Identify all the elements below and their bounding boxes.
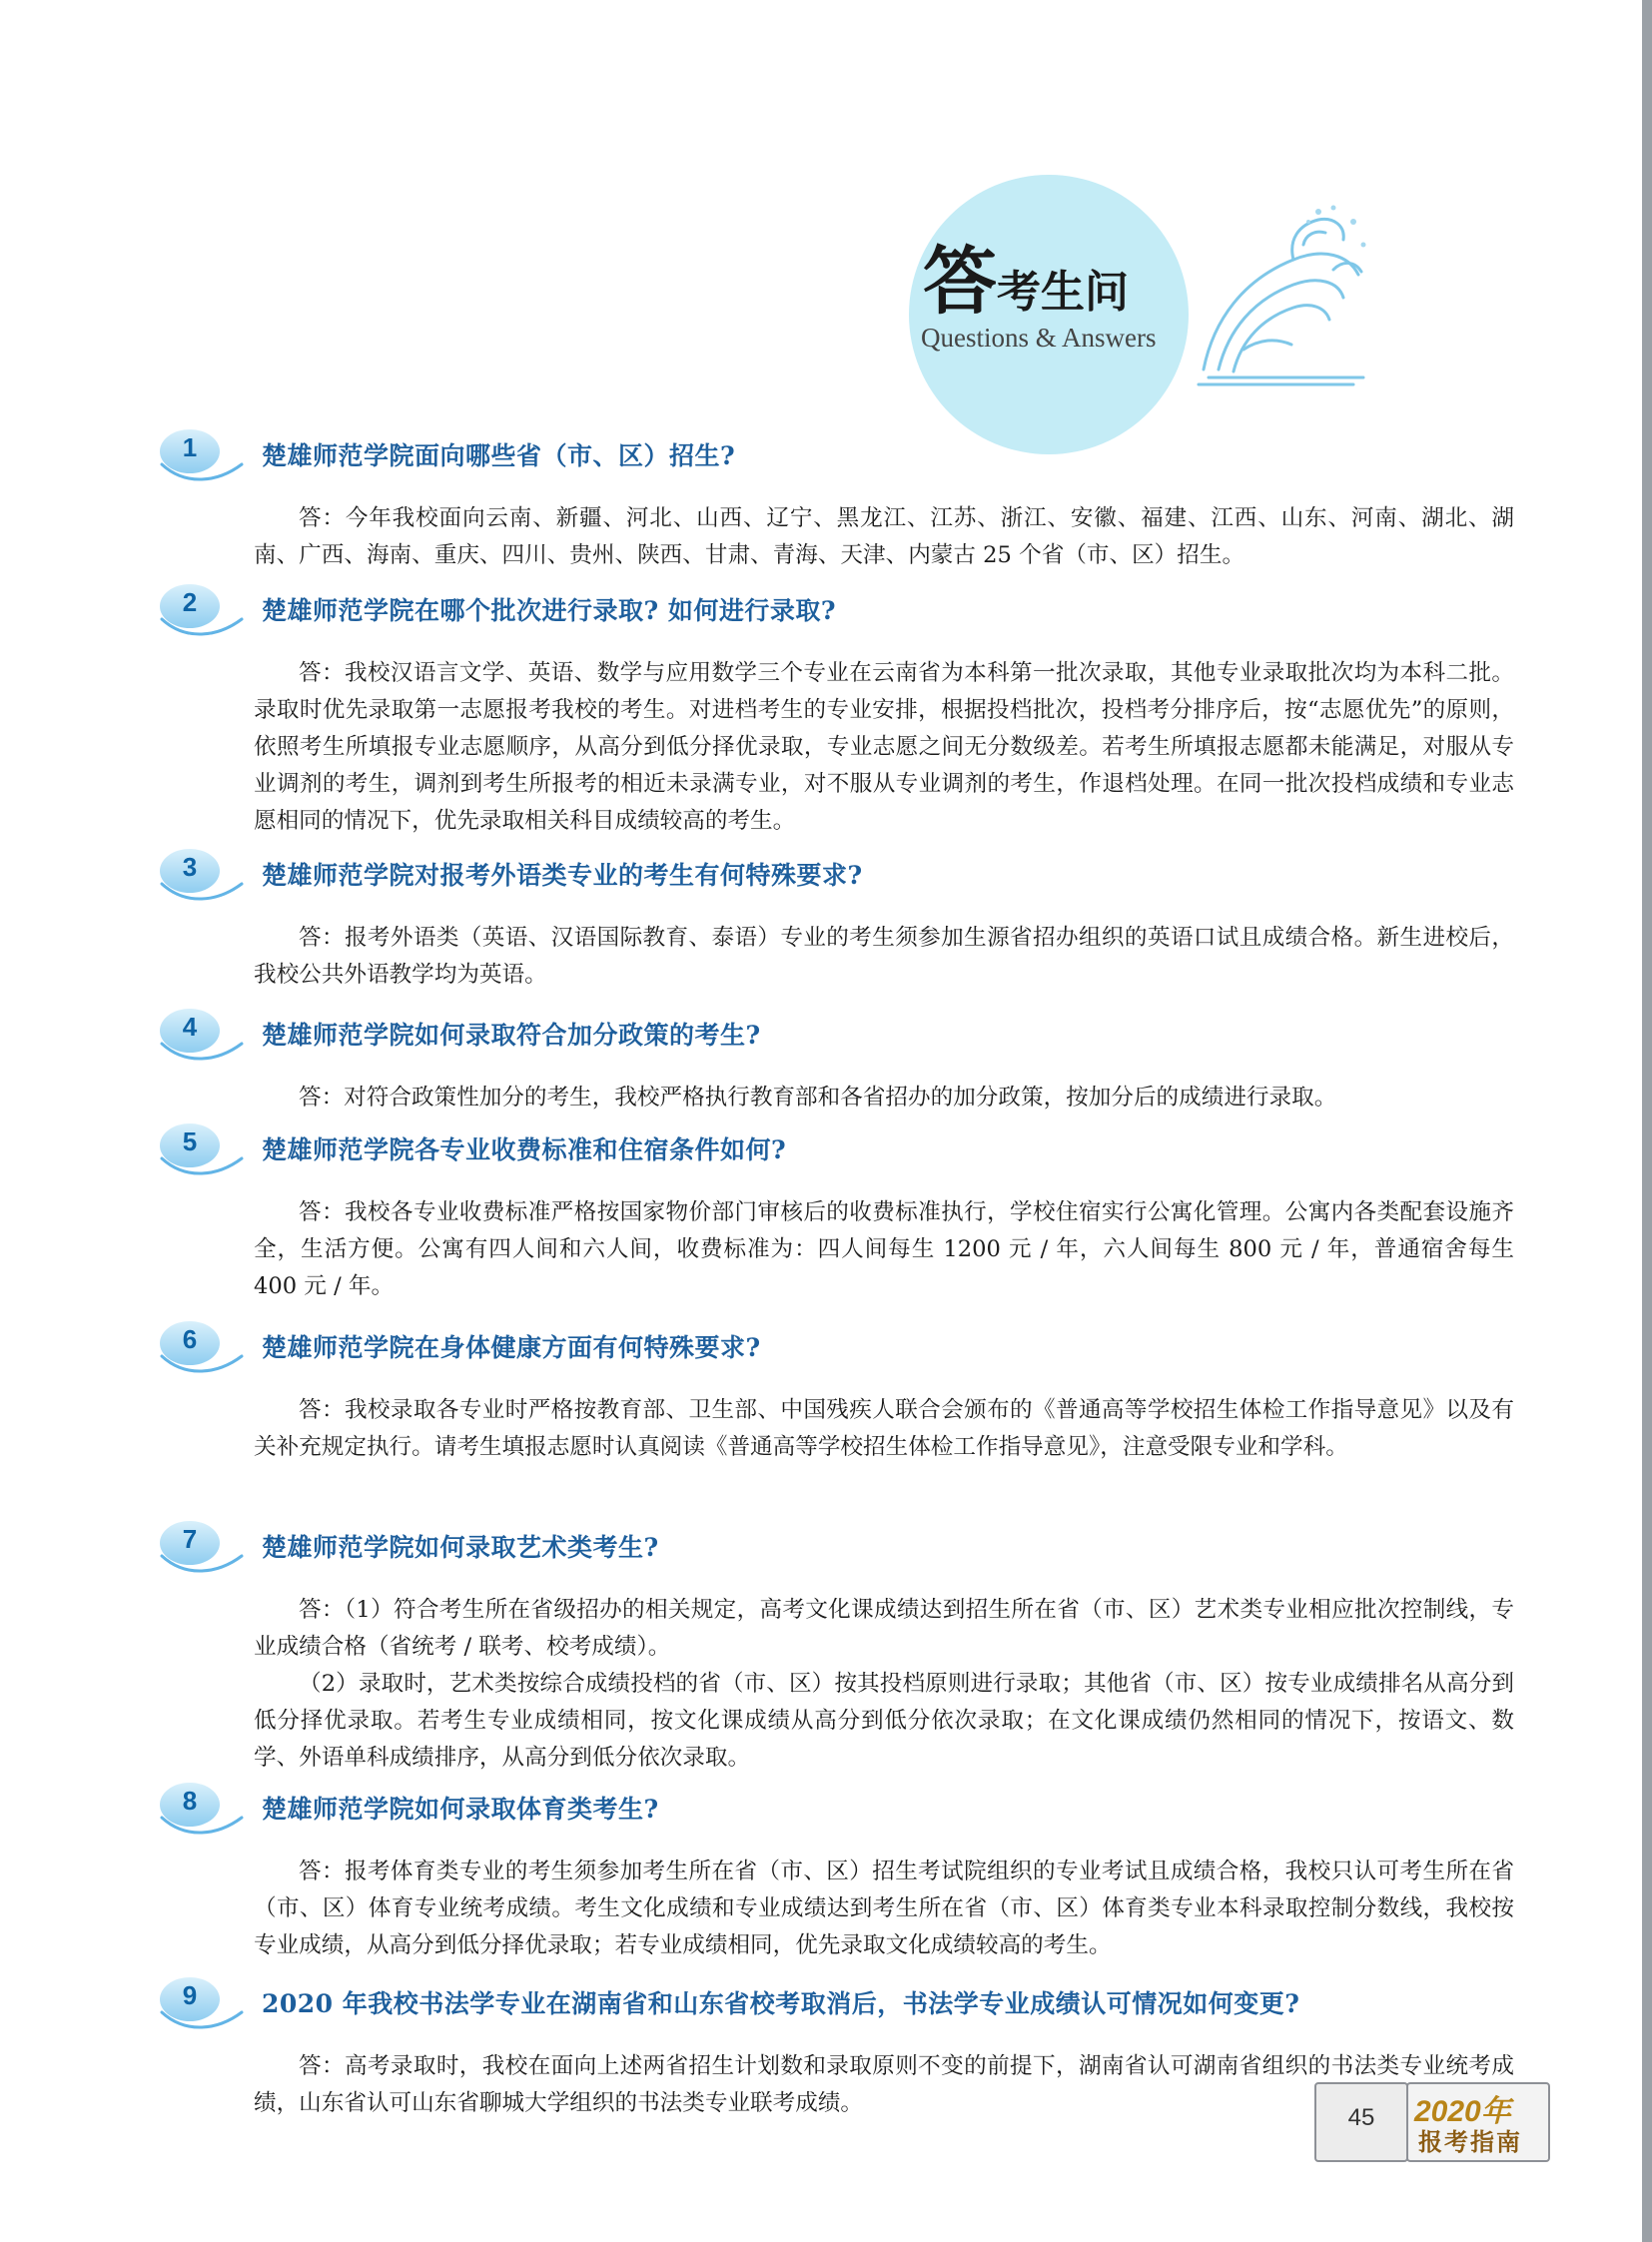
question-number: 2 — [182, 587, 198, 617]
question-text: 楚雄师范学院如何录取符合加分政策的考生? — [262, 1021, 761, 1050]
question-number-badge — [156, 424, 246, 484]
question-row — [0, 579, 1652, 639]
question-row — [0, 844, 1652, 904]
question-text: 楚雄师范学院对报考外语类专业的考生有何特殊要求? — [262, 861, 863, 890]
section-title-big: 答 — [923, 239, 997, 325]
answer-text — [254, 500, 1514, 574]
page-number-box — [1314, 2082, 1408, 2162]
brand-year: 2020年 — [1414, 2095, 1511, 2128]
answer-text — [254, 920, 1514, 994]
qa-item — [0, 1316, 1652, 1466]
question-number-badge — [156, 1778, 246, 1838]
question-number-badge — [156, 1972, 246, 2032]
question-text: 楚雄师范学院在身体健康方面有何特殊要求? — [262, 1333, 761, 1362]
question-text: 楚雄师范学院如何录取体育类考生? — [262, 1795, 659, 1824]
question-row — [0, 1516, 1652, 1576]
answer-paragraph: 答：今年我校面向云南、新疆、河北、山西、辽宁、黑龙江、江苏、浙江、安徽、福建、江西、山东、河南、湖北、湖南、广西、海南、重庆、四川、贵州、陕西、甘肃、青海、天津、内蒙古 25 个省（市、区）招生。 — [254, 505, 1514, 568]
question-row — [0, 1778, 1652, 1838]
answer-paragraph: 答：我校各专业收费标准严格按国家物价部门审核后的收费标准执行，学校住宿实行公寓化管理。公寓内各类配套设施齐全，生活方便。公寓有四人间和六人间，收费标准为：四人间每生 1200 元 / 年，六人间每生 800 元 / 年，普通宿舍每生 400 元 / 年。 — [254, 1199, 1514, 1299]
question-text: 楚雄师范学院面向哪些省（市、区）招生? — [262, 441, 736, 470]
question-row — [0, 1004, 1652, 1064]
question-number: 8 — [182, 1786, 198, 1816]
question-number-badge — [156, 1516, 246, 1576]
question-text: 楚雄师范学院各专业收费标准和住宿条件如何? — [262, 1135, 787, 1164]
question-number: 7 — [182, 1524, 198, 1554]
section-title-rest: 考生问 — [997, 267, 1129, 318]
qa-item — [0, 579, 1652, 840]
question-number: 6 — [182, 1324, 198, 1354]
answer-paragraph: 答：报考外语类（英语、汉语国际教育、泰语）专业的考生须参加生源省招办组织的英语口试且成绩合格。新生进校后，我校公共外语教学均为英语。 — [254, 925, 1514, 988]
section-logo — [909, 175, 1368, 434]
question-number: 3 — [182, 852, 198, 882]
question-number: 5 — [182, 1126, 198, 1156]
question-row — [0, 424, 1652, 484]
answer-paragraph: 答：对符合政策性加分的考生，我校严格执行教育部和各省招办的加分政策，按加分后的成绩进行录取。 — [299, 1085, 1337, 1111]
qa-item — [0, 1004, 1652, 1117]
section-title — [923, 239, 1129, 325]
answer-paragraph: 答：我校汉语言文学、英语、数学与应用数学三个专业在云南省为本科第一批次录取，其他专业录取批次均为本科二批。录取时优先录取第一志愿报考我校的考生。对进档考生的专业安排，根据投档批次，投档考分排序后，按“志愿优先”的原则，依照考生所填报专业志愿顺序，从高分到低分择优录取，专业志愿之间无分数级差。若考生所填报志愿都未能满足，对服从专业调剂的考生，调剂到考生所报考的相近未录满专业，对不服从专业调剂的考生，作退档处理。在同一批次投档成绩和专业志愿相同的情况下，优先录取相关科目成绩较高的考生。 — [254, 660, 1514, 834]
question-text: 楚雄师范学院如何录取艺术类考生? — [262, 1533, 659, 1562]
answer-paragraph: 答：（1）符合考生所在省级招办的相关规定，高考文化课成绩达到招生所在省（市、区）艺术类专业相应批次控制线，专业成绩合格（省统考 / 联考、校考成绩）。 — [254, 1597, 1514, 1660]
answer-text — [254, 655, 1514, 840]
answer-text — [254, 1080, 1514, 1117]
wave-icon — [1184, 200, 1373, 389]
section-subtitle: Questions & Answers — [921, 323, 1157, 353]
answer-text — [254, 1392, 1514, 1466]
question-number: 9 — [182, 1980, 198, 2010]
answer-text — [254, 1854, 1514, 1964]
answer-paragraph: 答：报考体育类专业的考生须参加考生所在省（市、区）招生考试院组织的专业考试且成绩合格，我校只认可考生所在省（市、区）体育专业统考成绩。考生文化成绩和专业成绩达到考生所在省（市、区）体育类专业本科录取控制分数线，我校按专业成绩，从高分到低分择优录取；若专业成绩相同，优先录取文化成绩较高的考生。 — [254, 1859, 1514, 1958]
question-text: 2020 年我校书法学专业在湖南省和山东省校考取消后，书法学专业成绩认可情况如何变更? — [262, 1989, 1300, 2018]
answer-text — [254, 1592, 1514, 1777]
qa-item — [0, 1119, 1652, 1305]
qa-item — [0, 1516, 1652, 1777]
answer-paragraph: 答：高考录取时，我校在面向上述两省招生计划数和录取原则不变的前提下，湖南省认可湖南省组织的书法类专业统考成绩，山东省认可山东省聊城大学组织的书法类专业联考成绩。 — [254, 2053, 1514, 2116]
question-row — [0, 1316, 1652, 1376]
question-number-badge — [156, 844, 246, 904]
question-row — [0, 1972, 1652, 2032]
question-number-badge — [156, 1316, 246, 1376]
answer-paragraph: （2）录取时，艺术类按综合成绩投档的省（市、区）按其投档原则进行录取；其他省（市、区）按专业成绩排名从高分到低分择优录取。若考生专业成绩相同，按文化课成绩从高分到低分依次录取；在文化课成绩仍然相同的情况下，按语文、数学、外语单科成绩排序，从高分到低分依次录取。 — [254, 1671, 1514, 1771]
brand-name: 报考指南 — [1418, 2127, 1522, 2156]
brand-box — [1406, 2082, 1550, 2162]
answer-text — [254, 1194, 1514, 1305]
question-number: 1 — [182, 432, 198, 462]
question-number-badge — [156, 1004, 246, 1064]
question-number-badge — [156, 1119, 246, 1178]
qa-item — [0, 844, 1652, 994]
question-number: 4 — [182, 1012, 198, 1042]
question-row — [0, 1119, 1652, 1178]
question-number-badge — [156, 579, 246, 639]
qa-item — [0, 424, 1652, 574]
qa-item — [0, 1778, 1652, 1964]
page-footer — [1314, 2082, 1554, 2162]
page-number: 45 — [1347, 2104, 1375, 2131]
question-text: 楚雄师范学院在哪个批次进行录取? 如何进行录取? — [262, 596, 837, 625]
answer-paragraph: 答：我校录取各专业时严格按教育部、卫生部、中国残疾人联合会颁布的《普通高等学校招生体检工作指导意见》以及有关补充规定执行。请考生填报志愿时认真阅读《普通高等学校招生体检工作指导意见》，注意受限专业和学科。 — [254, 1397, 1514, 1460]
